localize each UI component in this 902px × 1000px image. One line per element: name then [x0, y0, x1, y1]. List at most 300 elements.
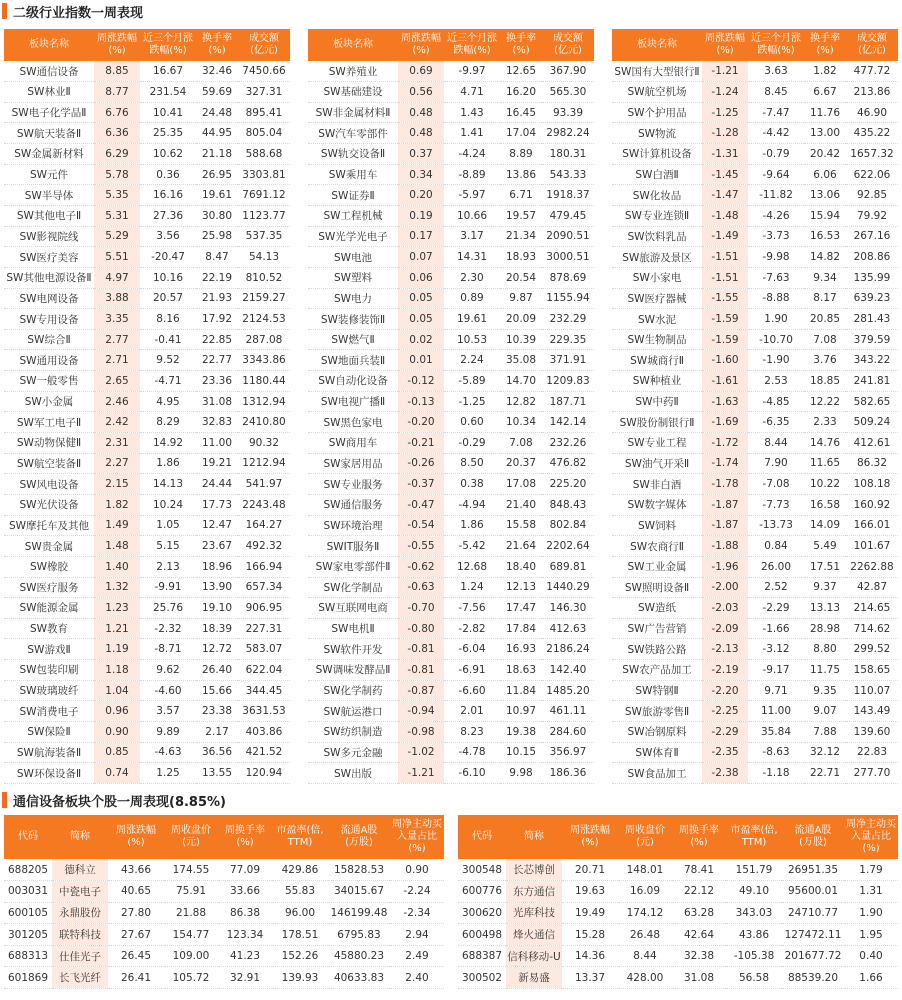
weekly-close-cell: 8.44 [618, 945, 672, 967]
weekly-change-cell: 0.05 [398, 309, 444, 330]
trade-amount-cell: 714.62 [846, 618, 898, 639]
turnover-rate-cell: 21.40 [500, 494, 542, 515]
weekly-change-cell: -1.63 [702, 391, 748, 412]
table-row [308, 660, 594, 681]
weekly-change-cell: 8.77 [94, 82, 140, 103]
stock-code-cell: 003031 [4, 881, 52, 903]
stock-name-cell: 联特科技 [52, 924, 108, 946]
weekly-change-cell: 5.29 [94, 226, 140, 247]
sector-name-cell: SW油气开采Ⅱ [612, 453, 702, 474]
weekly-change-cell: 3.88 [94, 288, 140, 309]
table-row [612, 267, 898, 288]
header-pe-ttm: 市盈率(倍, TTM) [726, 815, 782, 859]
table-row [612, 474, 898, 495]
weekly-change-cell: -2.25 [702, 701, 748, 722]
weekly-change-cell: 1.21 [94, 618, 140, 639]
table-row [612, 742, 898, 763]
three-month-change-cell: 8.50 [444, 453, 500, 474]
pe-ttm-cell: 43.86 [726, 924, 782, 946]
trade-amount-cell: 1440.29 [542, 577, 594, 598]
three-month-change-cell: -1.66 [748, 618, 804, 639]
three-month-change-cell: -9.17 [748, 660, 804, 681]
sector-name-cell: SW航空机场 [612, 82, 702, 103]
trade-amount-cell: 1312.94 [238, 391, 290, 412]
turnover-rate-cell: 22.85 [196, 329, 238, 350]
weekly-change-cell: -2.29 [702, 722, 748, 743]
trade-amount-cell: 582.65 [846, 391, 898, 412]
turnover-rate-cell: 16.53 [804, 226, 846, 247]
sector-name-cell: SW食品加工 [612, 763, 702, 784]
table-row [612, 598, 898, 619]
weekly-close-cell: 16.09 [618, 881, 672, 903]
sector-name-cell: SW调味发酵品Ⅱ [308, 660, 398, 681]
table-row [4, 371, 290, 392]
turnover-rate-cell: 24.48 [196, 102, 238, 123]
sector-name-cell: SW游戏Ⅱ [4, 639, 94, 660]
trade-amount-cell: 267.16 [846, 226, 898, 247]
three-month-change-cell: 1.43 [444, 102, 500, 123]
stock-name-cell: 东方通信 [506, 881, 562, 903]
turnover-rate-cell: 10.15 [500, 742, 542, 763]
weekly-change-cell: -0.55 [398, 536, 444, 557]
turnover-rate-cell: 20.37 [500, 453, 542, 474]
weekly-turnover-cell: 31.08 [672, 967, 726, 989]
header-trade-amount: 成交额 (亿元) [542, 29, 594, 61]
float-a-shares-cell: 201677.72 [782, 945, 844, 967]
trade-amount-cell: 146.30 [542, 598, 594, 619]
table-row [612, 701, 898, 722]
table-row [4, 288, 290, 309]
table-row [4, 453, 290, 474]
table-row [4, 433, 290, 454]
turnover-rate-cell: 32.83 [196, 412, 238, 433]
trade-amount-cell: 101.67 [846, 536, 898, 557]
weekly-change-cell: 1.32 [94, 577, 140, 598]
turnover-rate-cell: 23.38 [196, 701, 238, 722]
table-row [612, 164, 898, 185]
weekly-change-cell: 5.31 [94, 205, 140, 226]
stock-code-cell: 300502 [458, 967, 506, 989]
weekly-change-cell: 0.34 [398, 164, 444, 185]
turnover-rate-cell: 17.92 [196, 309, 238, 330]
section-marker-bar [2, 792, 7, 808]
weekly-change-cell: -2.20 [702, 680, 748, 701]
turnover-rate-cell: 6.06 [804, 164, 846, 185]
three-month-change-cell: 10.24 [140, 494, 196, 515]
three-month-change-cell: 9.52 [140, 350, 196, 371]
sector-name-cell: SW摩托车及其他 [4, 515, 94, 536]
weekly-change-cell: 6.36 [94, 123, 140, 144]
stock-code-cell: 600776 [458, 881, 506, 903]
trade-amount-cell: 802.84 [542, 515, 594, 536]
turnover-rate-cell: 11.65 [804, 453, 846, 474]
trade-amount-cell: 3303.81 [238, 164, 290, 185]
table-row [612, 185, 898, 206]
table-row [4, 391, 290, 412]
table-row [4, 474, 290, 495]
weekly-change-cell: 26.41 [108, 967, 164, 989]
three-month-change-cell: 3.63 [748, 61, 804, 82]
weekly-change-cell: 0.37 [398, 144, 444, 165]
turnover-rate-cell: 17.51 [804, 556, 846, 577]
pe-ttm-cell: 96.00 [272, 902, 328, 924]
pe-ttm-cell: 56.58 [726, 967, 782, 989]
pe-ttm-cell: 429.86 [272, 859, 328, 881]
weekly-change-cell: -1.21 [398, 763, 444, 784]
trade-amount-cell: 848.43 [542, 494, 594, 515]
table-row [4, 660, 290, 681]
table-row [308, 123, 594, 144]
table-row [4, 164, 290, 185]
table-row [612, 350, 898, 371]
weekly-change-cell: 19.49 [562, 902, 618, 924]
stock-code-cell: 688205 [4, 859, 52, 881]
section-title-text: 二级行业指数一周表现 [13, 5, 144, 21]
pe-ttm-cell: 152.26 [272, 945, 328, 967]
weekly-turnover-cell: 32.38 [672, 945, 726, 967]
weekly-change-cell: -1.25 [702, 102, 748, 123]
float-a-shares-cell: 146199.48 [328, 902, 390, 924]
net-active-buy-ratio-cell: 0.90 [390, 859, 444, 881]
sector-name-cell: SW旅游及景区 [612, 247, 702, 268]
sector-name-cell: SW软件开发 [308, 639, 398, 660]
header-trade-amount: 成交额 (亿元) [846, 29, 898, 61]
sector-name-cell: SW家居用品 [308, 453, 398, 474]
sector-name-cell: SW专业工程 [612, 433, 702, 454]
sector-name-cell: SW体育Ⅱ [612, 742, 702, 763]
table-row [308, 639, 594, 660]
weekly-change-cell: -1.31 [702, 144, 748, 165]
three-month-change-cell: 27.36 [140, 205, 196, 226]
stock-name-cell: 仕佳光子 [52, 945, 108, 967]
table-row [458, 967, 898, 989]
turnover-rate-cell: 11.75 [804, 660, 846, 681]
turnover-rate-cell: 12.47 [196, 515, 238, 536]
trade-amount-cell: 187.71 [542, 391, 594, 412]
sector-name-cell: SW元件 [4, 164, 94, 185]
weekly-change-cell: -0.13 [398, 391, 444, 412]
sector-name-cell: SW军工电子Ⅱ [4, 412, 94, 433]
float-a-shares-cell: 88539.20 [782, 967, 844, 989]
table-row [612, 329, 898, 350]
table-row [612, 412, 898, 433]
sector-name-cell: SW生物制品 [612, 329, 702, 350]
three-month-change-cell: -8.63 [748, 742, 804, 763]
weekly-change-cell: 20.71 [562, 859, 618, 881]
table-row [612, 288, 898, 309]
weekly-change-cell: -1.87 [702, 494, 748, 515]
three-month-change-cell: 2.13 [140, 556, 196, 577]
turnover-rate-cell: 21.64 [500, 536, 542, 557]
sector-name-cell: SW动物保健Ⅱ [4, 433, 94, 454]
trade-amount-cell: 344.45 [238, 680, 290, 701]
trade-amount-cell: 120.94 [238, 763, 290, 784]
turnover-rate-cell: 17.08 [500, 474, 542, 495]
turnover-rate-cell: 16.58 [804, 494, 846, 515]
weekly-change-cell: -1.74 [702, 453, 748, 474]
weekly-change-cell: -1.02 [398, 742, 444, 763]
trade-amount-cell: 142.40 [542, 660, 594, 681]
three-month-change-cell: -9.98 [748, 247, 804, 268]
three-month-change-cell: -20.47 [140, 247, 196, 268]
trade-amount-cell: 166.01 [846, 515, 898, 536]
turnover-rate-cell: 59.69 [196, 82, 238, 103]
table-row [612, 102, 898, 123]
trade-amount-cell: 186.36 [542, 763, 594, 784]
table-row [4, 945, 444, 967]
trade-amount-cell: 1918.37 [542, 185, 594, 206]
three-month-change-cell: 25.76 [140, 598, 196, 619]
trade-amount-cell: 2124.53 [238, 309, 290, 330]
turnover-rate-cell: 18.85 [804, 371, 846, 392]
table-row [612, 309, 898, 330]
weekly-change-cell: 6.29 [94, 144, 140, 165]
trade-amount-cell: 213.86 [846, 82, 898, 103]
trade-amount-cell: 583.07 [238, 639, 290, 660]
three-month-change-cell: 2.53 [748, 371, 804, 392]
turnover-rate-cell: 18.63 [500, 660, 542, 681]
three-month-change-cell: 1.41 [444, 123, 500, 144]
turnover-rate-cell: 11.00 [196, 433, 238, 454]
turnover-rate-cell: 13.90 [196, 577, 238, 598]
three-month-change-cell: 10.41 [140, 102, 196, 123]
sector-name-cell: SW互联网电商 [308, 598, 398, 619]
header-stock-code: 代码 [458, 815, 506, 859]
section-title-industry [0, 0, 143, 22]
trade-amount-cell: 2410.80 [238, 412, 290, 433]
sector-name-cell: SW数字媒体 [612, 494, 702, 515]
trade-amount-cell: 92.85 [846, 185, 898, 206]
table-row [4, 247, 290, 268]
table-row [4, 494, 290, 515]
pe-ttm-cell: 343.03 [726, 902, 782, 924]
trade-amount-cell: 90.32 [238, 433, 290, 454]
three-month-change-cell: -3.12 [748, 639, 804, 660]
weekly-change-cell: 1.48 [94, 536, 140, 557]
table-row [308, 515, 594, 536]
weekly-change-cell: 26.45 [108, 945, 164, 967]
sector-name-cell: SW橡胶 [4, 556, 94, 577]
table-row [4, 556, 290, 577]
weekly-change-cell: 19.63 [562, 881, 618, 903]
weekly-change-cell: 2.71 [94, 350, 140, 371]
sector-name-cell: SW商用车 [308, 433, 398, 454]
sector-name-cell: SW饮料乳品 [612, 226, 702, 247]
trade-amount-cell: 3343.86 [238, 350, 290, 371]
three-month-change-cell: -4.26 [748, 205, 804, 226]
weekly-change-cell: -0.54 [398, 515, 444, 536]
table-row [308, 267, 594, 288]
table-row [612, 494, 898, 515]
turnover-rate-cell: 19.21 [196, 453, 238, 474]
pe-ttm-cell: 49.10 [726, 881, 782, 903]
table-row [612, 247, 898, 268]
weekly-turnover-cell: 33.66 [218, 881, 272, 903]
table-row [308, 598, 594, 619]
header-three-month-change: 近三个月涨 跌幅(%) [444, 29, 500, 61]
turnover-rate-cell: 8.89 [500, 144, 542, 165]
turnover-rate-cell: 13.55 [196, 763, 238, 784]
trade-amount-cell: 435.22 [846, 123, 898, 144]
turnover-rate-cell: 13.86 [500, 164, 542, 185]
header-weekly-change: 周涨跌幅 (%) [562, 815, 618, 859]
trade-amount-cell: 299.52 [846, 639, 898, 660]
weekly-change-cell: 40.65 [108, 881, 164, 903]
weekly-change-cell: 2.65 [94, 371, 140, 392]
three-month-change-cell: -10.70 [748, 329, 804, 350]
three-month-change-cell: -5.89 [444, 371, 500, 392]
sector-name-cell: SW航天装备Ⅱ [4, 123, 94, 144]
trade-amount-cell: 412.63 [542, 618, 594, 639]
weekly-close-cell: 174.12 [618, 902, 672, 924]
three-month-change-cell: -4.63 [140, 742, 196, 763]
turnover-rate-cell: 9.34 [804, 267, 846, 288]
net-active-buy-ratio-cell: 2.49 [390, 945, 444, 967]
weekly-change-cell: -2.35 [702, 742, 748, 763]
weekly-close-cell: 174.55 [164, 859, 218, 881]
table-row [612, 205, 898, 226]
weekly-close-cell: 428.00 [618, 967, 672, 989]
weekly-change-cell: -1.51 [702, 267, 748, 288]
trade-amount-cell: 180.31 [542, 144, 594, 165]
three-month-change-cell: -9.91 [140, 577, 196, 598]
weekly-change-cell: 1.04 [94, 680, 140, 701]
header-turnover-rate: 换手率 (%) [196, 29, 238, 61]
turnover-rate-cell: 17.73 [196, 494, 238, 515]
trade-amount-cell: 22.83 [846, 742, 898, 763]
trade-amount-cell: 214.65 [846, 598, 898, 619]
three-month-change-cell: 8.45 [748, 82, 804, 103]
trade-amount-cell: 142.14 [542, 412, 594, 433]
weekly-close-cell: 105.72 [164, 967, 218, 989]
sector-name-cell: SW通信服务 [308, 494, 398, 515]
trade-amount-cell: 810.52 [238, 267, 290, 288]
turnover-rate-cell: 15.94 [804, 205, 846, 226]
trade-amount-cell: 277.70 [846, 763, 898, 784]
turnover-rate-cell: 35.08 [500, 350, 542, 371]
three-month-change-cell: -0.29 [444, 433, 500, 454]
three-month-change-cell: 9.71 [748, 680, 804, 701]
table-row [308, 309, 594, 330]
trade-amount-cell: 166.94 [238, 556, 290, 577]
weekly-change-cell: -0.81 [398, 639, 444, 660]
table-row [308, 577, 594, 598]
three-month-change-cell: -7.63 [748, 267, 804, 288]
three-month-change-cell: -7.47 [748, 102, 804, 123]
sector-name-cell: SW冶钢原料 [612, 722, 702, 743]
table-row [4, 701, 290, 722]
weekly-change-cell: -0.63 [398, 577, 444, 598]
turnover-rate-cell: 10.97 [500, 701, 542, 722]
turnover-rate-cell: 20.42 [804, 144, 846, 165]
trade-amount-cell: 139.60 [846, 722, 898, 743]
weekly-change-cell: -2.00 [702, 577, 748, 598]
trade-amount-cell: 657.34 [238, 577, 290, 598]
table-row [308, 412, 594, 433]
trade-amount-cell: 232.26 [542, 433, 594, 454]
weekly-change-cell: -1.60 [702, 350, 748, 371]
sector-name-cell: SW包装印刷 [4, 660, 94, 681]
table-row [308, 556, 594, 577]
turnover-rate-cell: 2.33 [804, 412, 846, 433]
table-row [308, 164, 594, 185]
trade-amount-cell: 476.82 [542, 453, 594, 474]
three-month-change-cell: 0.60 [444, 412, 500, 433]
weekly-turnover-cell: 77.09 [218, 859, 272, 881]
trade-amount-cell: 93.39 [542, 102, 594, 123]
sector-name-cell: SW塑料 [308, 267, 398, 288]
weekly-change-cell: -0.26 [398, 453, 444, 474]
three-month-change-cell: -6.04 [444, 639, 500, 660]
three-month-change-cell: 3.57 [140, 701, 196, 722]
weekly-change-cell: -1.87 [702, 515, 748, 536]
turnover-rate-cell: 12.82 [500, 391, 542, 412]
sector-name-cell: SW专用设备 [4, 309, 94, 330]
table-row [308, 102, 594, 123]
three-month-change-cell: 10.62 [140, 144, 196, 165]
net-active-buy-ratio-cell: 1.31 [844, 881, 898, 903]
sector-name-cell: SW旅游零售Ⅱ [612, 701, 702, 722]
weekly-change-cell: -2.13 [702, 639, 748, 660]
weekly-change-cell: -0.21 [398, 433, 444, 454]
trade-amount-cell: 1123.77 [238, 205, 290, 226]
pe-ttm-cell: 55.83 [272, 881, 328, 903]
weekly-change-cell: -1.61 [702, 371, 748, 392]
trade-amount-cell: 906.95 [238, 598, 290, 619]
table-row [308, 742, 594, 763]
header-three-month-change: 近三个月涨 跌幅(%) [748, 29, 804, 61]
turnover-rate-cell: 8.80 [804, 639, 846, 660]
three-month-change-cell: -9.64 [748, 164, 804, 185]
sector-name-cell: SW出版 [308, 763, 398, 784]
table-row [458, 881, 898, 903]
stock-code-cell: 300620 [458, 902, 506, 924]
net-active-buy-ratio-cell: 1.90 [844, 902, 898, 924]
turnover-rate-cell: 14.70 [500, 371, 542, 392]
weekly-change-cell: -1.47 [702, 185, 748, 206]
stock-code-cell: 601869 [4, 967, 52, 989]
weekly-change-cell: -1.24 [702, 82, 748, 103]
three-month-change-cell: 1.86 [140, 453, 196, 474]
table-row [4, 967, 444, 989]
stock-name-cell: 永鼎股份 [52, 902, 108, 924]
table-row [612, 144, 898, 165]
three-month-change-cell: -6.10 [444, 763, 500, 784]
three-month-change-cell: 7.90 [748, 453, 804, 474]
turnover-rate-cell: 6.71 [500, 185, 542, 206]
sector-name-cell: SW黑色家电 [308, 412, 398, 433]
turnover-rate-cell: 1.82 [804, 61, 846, 82]
table-row [308, 288, 594, 309]
table-row [612, 618, 898, 639]
net-active-buy-ratio-cell: 1.79 [844, 859, 898, 881]
turnover-rate-cell: 7.08 [500, 433, 542, 454]
weekly-close-cell: 21.88 [164, 902, 218, 924]
turnover-rate-cell: 17.04 [500, 123, 542, 144]
weekly-change-cell: 0.96 [94, 701, 140, 722]
table-row [458, 902, 898, 924]
table-row [308, 61, 594, 82]
trade-amount-cell: 232.29 [542, 309, 594, 330]
turnover-rate-cell: 30.80 [196, 205, 238, 226]
trade-amount-cell: 1657.32 [846, 144, 898, 165]
trade-amount-cell: 461.11 [542, 701, 594, 722]
weekly-change-cell: -0.80 [398, 618, 444, 639]
table-row [4, 185, 290, 206]
weekly-turnover-cell: 123.34 [218, 924, 272, 946]
table-row [308, 763, 594, 784]
turnover-rate-cell: 9.37 [804, 577, 846, 598]
